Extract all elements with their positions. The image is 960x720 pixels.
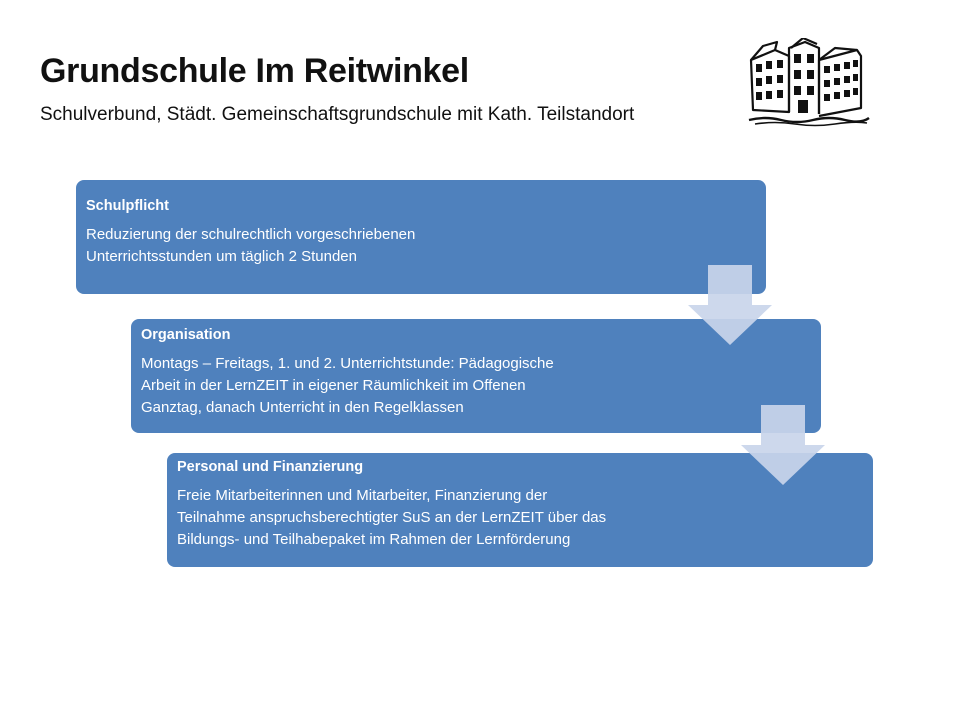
step-text: Reduzierung der schulrechtlich vorgeschriebenen Unterrichtsstunden um täglich 2 Stunden bbox=[86, 226, 416, 265]
school-building-logo-icon bbox=[745, 38, 870, 128]
step-box-schulpflicht bbox=[76, 180, 766, 294]
page-title: Grundschule Im Reitwinkel bbox=[40, 52, 469, 90]
page-subtitle: Schulverbund, Städt. Gemeinschaftsgrundschule mit Kath. Teilstandort bbox=[40, 104, 635, 125]
step-heading: Personal und Finanzierung bbox=[177, 459, 364, 475]
step-heading: Organisation bbox=[141, 327, 231, 343]
down-arrow-icon bbox=[688, 265, 772, 345]
down-arrow-icon bbox=[741, 405, 825, 485]
step-heading: Schulpflicht bbox=[86, 198, 169, 214]
step-text: Freie Mitarbeiterinnen und Mitarbeiter, Finanzierung der Teilnahme anspruchsberechtigter SuS an der LernZEIT über das Bildungs- und Teilhabepaket im Rahmen der Lernförderung bbox=[177, 487, 607, 548]
step-text: Montags – Freitags, 1. und 2. Unterrichtstunde: Pädagogische Arbeit in der LernZEIT in eigener Räumlichkeit im Offenen Ganztag, danach Unterricht in den Regelklassen bbox=[141, 355, 554, 416]
